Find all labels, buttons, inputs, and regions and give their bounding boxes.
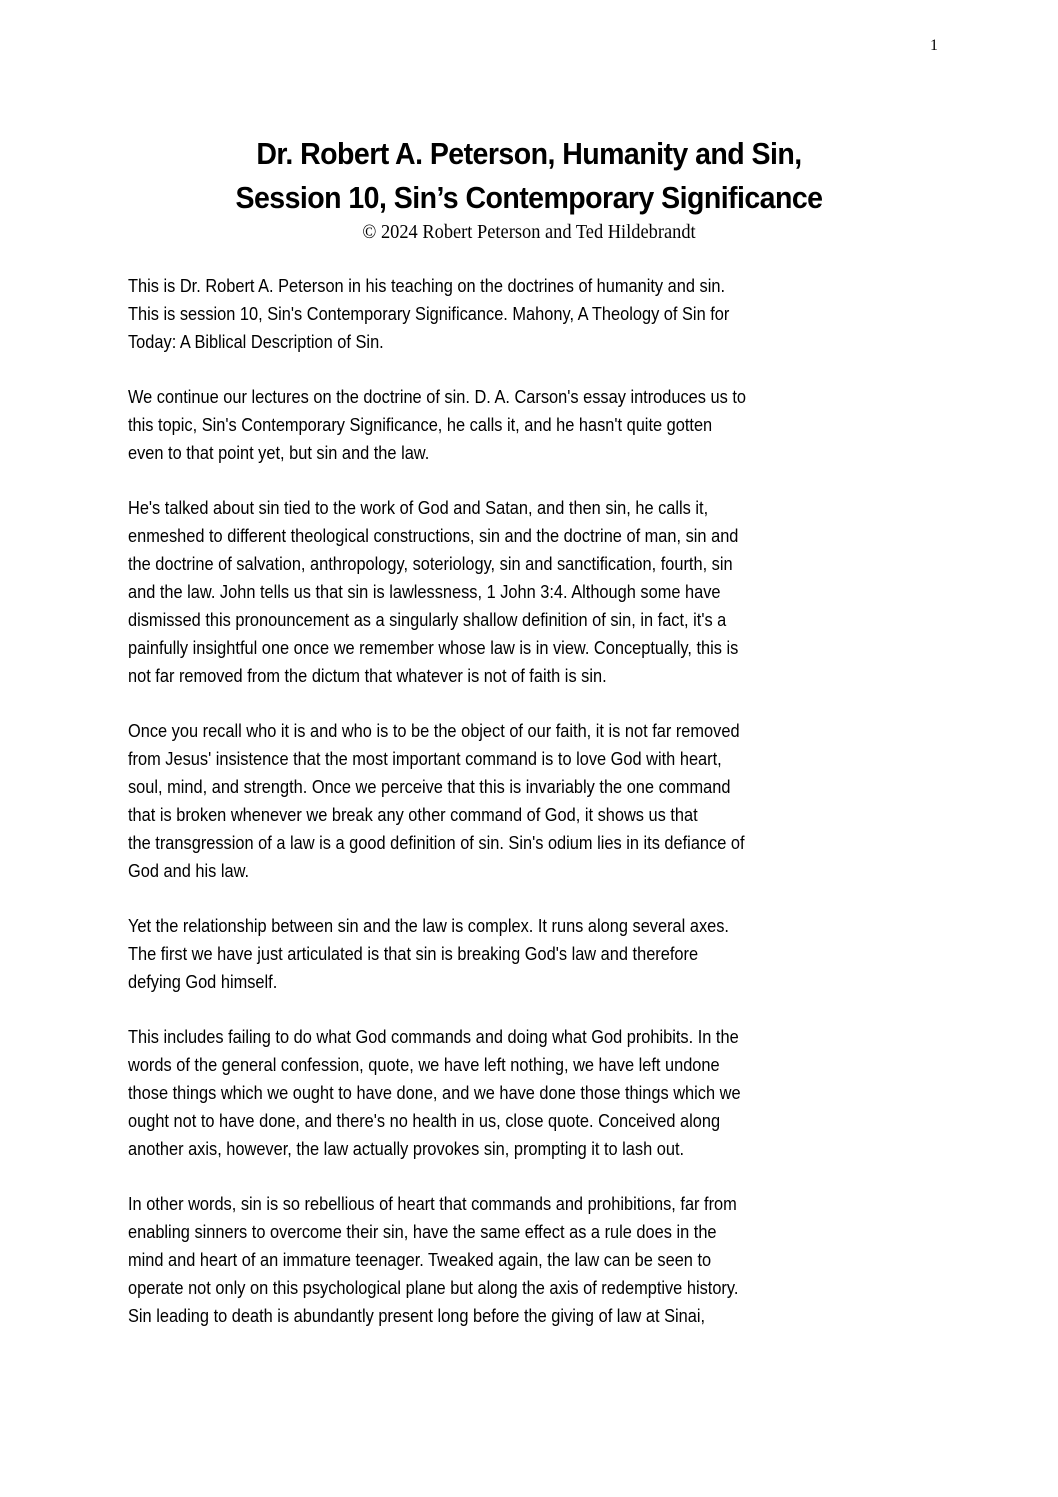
document-body bbox=[128, 272, 948, 1357]
text-line: even to that point yet, but sin and the law. bbox=[128, 442, 430, 463]
text-line: words of the general confession, quote, we have left nothing, we have left undone bbox=[128, 1054, 720, 1075]
text-line: This includes failing to do what God commands and doing what God prohibits. In the bbox=[128, 1026, 739, 1047]
text-line: Yet the relationship between sin and the law is complex. It runs along several axes. bbox=[128, 915, 729, 936]
text-line: that is broken whenever we break any other command of God, it shows us that bbox=[128, 804, 698, 825]
text-line: The first we have just articulated is that sin is breaking God's law and therefore bbox=[128, 943, 699, 964]
title-line-2: Session 10, Sin’s Contemporary Significance bbox=[235, 180, 823, 215]
text-line: operate not only on this psychological plane but along the axis of redemptive history. bbox=[128, 1277, 739, 1298]
text-line: from Jesus' insistence that the most important command is to love God with heart, bbox=[128, 748, 722, 769]
paragraph-greatest-command bbox=[128, 717, 948, 885]
text-line: This is Dr. Robert A. Peterson in his teaching on the doctrines of humanity and sin. bbox=[128, 275, 726, 296]
text-line: defying God himself. bbox=[128, 971, 278, 992]
paragraph-complex-relationship bbox=[128, 912, 948, 996]
text-line: Sin leading to death is abundantly present long before the giving of law at Sinai, bbox=[128, 1305, 706, 1326]
text-line: painfully insightful one once we remember whose law is in view. Conceptually, this is bbox=[128, 637, 739, 658]
text-line: another axis, however, the law actually provokes sin, prompting it to lash out. bbox=[128, 1138, 685, 1159]
text-line: We continue our lectures on the doctrine of sin. D. A. Carson's essay introduces us to bbox=[128, 386, 747, 407]
text-line: mind and heart of an immature teenager. Tweaked again, the law can be seen to bbox=[128, 1249, 712, 1270]
text-line: God and his law. bbox=[128, 860, 250, 881]
text-line: enmeshed to different theological constructions, sin and the doctrine of man, sin and bbox=[128, 525, 739, 546]
paragraph-general-confession bbox=[128, 1023, 948, 1163]
text-line: enabling sinners to overcome their sin, have the same effect as a rule does in the bbox=[128, 1221, 717, 1242]
text-line: soul, mind, and strength. Once we perceive that this is invariably the one command bbox=[128, 776, 731, 797]
text-line: not far removed from the dictum that whatever is not of faith is sin. bbox=[128, 665, 607, 686]
copyright-notice: © 2024 Robert Peterson and Ted Hildebrandt bbox=[362, 221, 696, 243]
page-number: 1 bbox=[930, 37, 938, 54]
text-line: dismissed this pronouncement as a singularly shallow definition of sin, in fact, it's a bbox=[128, 609, 727, 630]
text-line: those things which we ought to have done, and we have done those things which we bbox=[128, 1082, 741, 1103]
paragraph-sin-lawlessness bbox=[128, 494, 948, 690]
text-line: this topic, Sin's Contemporary Significance, he calls it, and he hasn't quite gotten bbox=[128, 414, 713, 435]
document-title bbox=[42, 132, 1015, 220]
text-line: and the law. John tells us that sin is lawlessness, 1 John 3:4. Although some have bbox=[128, 581, 721, 602]
text-line: the transgression of a law is a good definition of sin. Sin's odium lies in its defiance of bbox=[128, 832, 745, 853]
paragraph-redemptive-history bbox=[128, 1190, 948, 1330]
title-line-1: Dr. Robert A. Peterson, Humanity and Sin, bbox=[256, 136, 802, 171]
text-line: In other words, sin is so rebellious of heart that commands and prohibitions, far from bbox=[128, 1193, 737, 1214]
paragraph-carson-essay bbox=[128, 383, 948, 467]
paragraph-intro bbox=[128, 272, 948, 356]
text-line: He's talked about sin tied to the work of God and Satan, and then sin, he calls it, bbox=[128, 497, 709, 518]
text-line: Once you recall who it is and who is to be the object of our faith, it is not far removed bbox=[128, 720, 740, 741]
text-line: the doctrine of salvation, anthropology, soteriology, sin and sanctification, fourth, sin bbox=[128, 553, 733, 574]
text-line: Today: A Biblical Description of Sin. bbox=[128, 331, 384, 352]
text-line: This is session 10, Sin's Contemporary Significance. Mahony, A Theology of Sin for bbox=[128, 303, 730, 324]
text-line: ought not to have done, and there's no health in us, close quote. Conceived along bbox=[128, 1110, 721, 1131]
